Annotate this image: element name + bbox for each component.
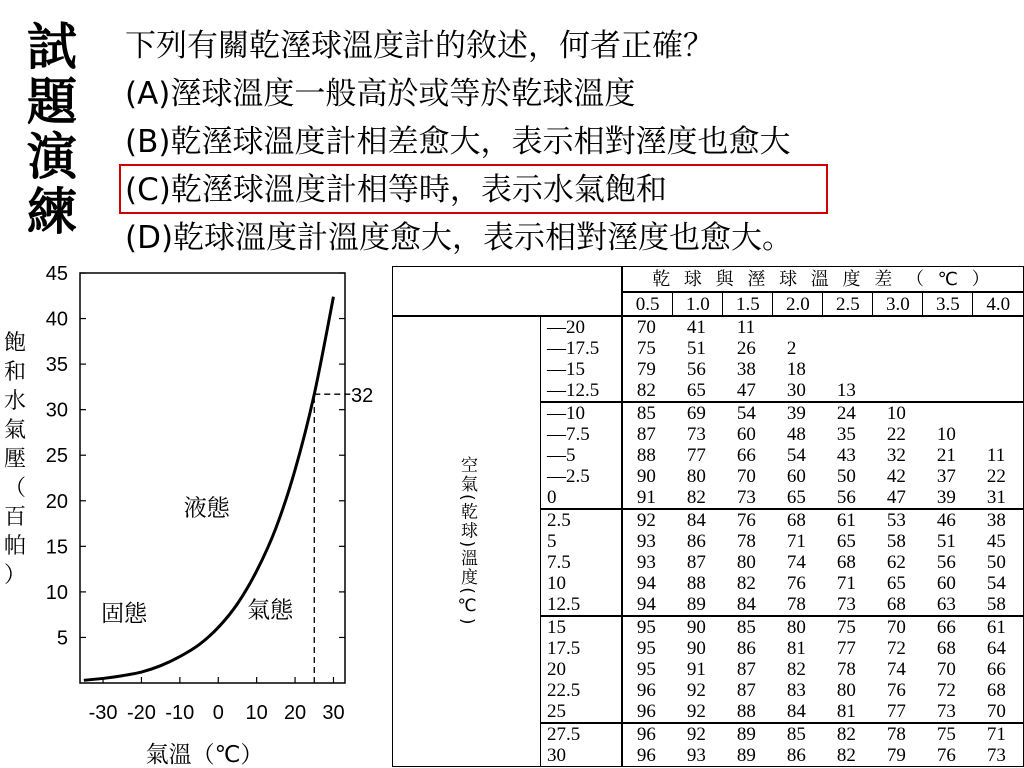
table-value-cell: 10 — [936, 424, 956, 445]
y-tick-label: 25 — [45, 445, 68, 468]
table-value-cell: 54 — [736, 403, 756, 424]
table-temp-cell: 22.5 — [541, 680, 622, 701]
table-temp-cell: —20 — [541, 316, 622, 338]
table-value-cell: 38 — [736, 359, 756, 380]
table-value-cell: 41 — [686, 317, 706, 338]
x-axis-title: 氣溫（℃） — [145, 741, 264, 767]
table-value-cell: 42 — [886, 466, 906, 487]
table-value-cell — [973, 424, 1024, 445]
table-value-cell: 74 — [886, 659, 906, 680]
table-value-cell: 22 — [973, 466, 1024, 487]
table-diff-header: 3.5 — [923, 292, 973, 316]
table-value-cell: 60 — [786, 466, 806, 487]
table-value-cell: 71 — [973, 723, 1024, 745]
table-diff-header: 0.5 — [622, 292, 673, 316]
table-value-cell: 91 — [622, 487, 673, 509]
table-value-cell: 54 — [973, 573, 1024, 594]
y-axis-title-char: 飽 — [3, 330, 27, 355]
table-value-cell: 75 — [836, 617, 856, 638]
table-value-cell: 62 — [886, 552, 906, 573]
table-value-cell: 64 — [973, 638, 1024, 659]
table-value-cell — [923, 359, 973, 380]
table-value-cell: 88 — [686, 573, 706, 594]
table-temp-cell: 7.5 — [541, 552, 622, 573]
table-value-cell: 89 — [673, 594, 723, 616]
table-value-cell: 10 — [886, 403, 906, 424]
side-title — [22, 20, 82, 240]
option-d[interactable]: (D)乾球溫度計溫度愈大，表示相對溼度也愈大。 — [125, 220, 794, 256]
x-tick-label: -30 — [88, 702, 118, 724]
table-temp-cell: 12.5 — [541, 594, 622, 616]
table-value-cell: 75 — [936, 724, 956, 745]
table-value-cell — [973, 316, 1024, 338]
table-value-cell: 31 — [973, 487, 1024, 509]
table-temp-cell: 10 — [541, 573, 622, 594]
table-value-cell: 84 — [723, 594, 773, 616]
table-value-cell: 32 — [886, 445, 906, 466]
table-value-cell — [823, 359, 873, 380]
table-value-cell: 58 — [973, 594, 1024, 616]
table-value-cell — [923, 338, 973, 359]
table-value-cell: 56 — [936, 552, 956, 573]
marker-value-label: 32 — [351, 385, 374, 408]
table-value-cell: 71 — [786, 531, 806, 552]
table-value-cell: 43 — [836, 445, 856, 466]
option-c[interactable]: (C)乾溼球溫度計相等時，表示水氣飽和 — [125, 172, 667, 208]
table-value-cell: 70 — [636, 317, 656, 338]
table-value-cell: 77 — [686, 445, 706, 466]
y-axis-title-char: 百 — [3, 504, 27, 529]
table-value-cell: 78 — [836, 659, 856, 680]
option-b[interactable]: (B)乾溼球溫度計相差愈大，表示相對溼度也愈大 — [125, 124, 791, 160]
table-value-cell: 11 — [736, 317, 756, 338]
table-value-cell: 81 — [786, 638, 806, 659]
table-value-cell: 77 — [836, 638, 856, 659]
table-value-cell: 65 — [773, 487, 823, 509]
table-value-cell — [773, 316, 823, 338]
table-value-cell: 74 — [786, 552, 806, 573]
table-value-cell: 68 — [786, 510, 806, 531]
table-value-cell: 84 — [686, 510, 706, 531]
table-value-cell: 93 — [673, 745, 723, 767]
table-temp-cell: —2.5 — [541, 466, 622, 487]
table-temp-cell: 25 — [541, 701, 622, 723]
table-temp-cell: 27.5 — [541, 723, 622, 745]
table-value-cell: 96 — [622, 701, 673, 723]
table-diff-header: 2.0 — [773, 292, 823, 316]
table-value-cell: 87 — [636, 424, 656, 445]
y-tick-label: 20 — [45, 490, 68, 513]
table-value-cell: 87 — [686, 552, 706, 573]
question-stem: 下列有關乾溼球溫度計的敘述，何者正確？ — [125, 28, 714, 64]
table-value-cell: 78 — [886, 724, 906, 745]
table-value-cell: 80 — [836, 680, 856, 701]
table-value-cell — [873, 359, 923, 380]
table-value-cell: 82 — [836, 724, 856, 745]
table-value-cell: 66 — [736, 445, 756, 466]
table-value-cell: 96 — [622, 745, 673, 767]
option-a[interactable]: (A)溼球溫度一般高於或等於乾球溫度 — [125, 76, 636, 112]
table-value-cell: 91 — [686, 659, 706, 680]
table-value-cell: 75 — [636, 338, 656, 359]
table-value-cell: 68 — [973, 680, 1024, 701]
table-value-cell: 77 — [873, 701, 923, 723]
table-value-cell: 83 — [786, 680, 806, 701]
x-tick-label: -10 — [165, 702, 195, 724]
table-value-cell: 82 — [673, 487, 723, 509]
table-value-cell: 90 — [686, 638, 706, 659]
table-value-cell: 84 — [773, 701, 823, 723]
side-title-char: 練 — [27, 183, 77, 241]
table-value-cell: 21 — [936, 445, 956, 466]
table-temp-cell: 20 — [541, 659, 622, 680]
question-block — [125, 22, 793, 262]
table-value-cell: 86 — [773, 745, 823, 767]
table-value-cell: 24 — [836, 403, 856, 424]
table-value-cell: 81 — [823, 701, 873, 723]
table-value-cell: 90 — [636, 466, 656, 487]
table-value-cell: 51 — [936, 531, 956, 552]
table-value-cell — [923, 380, 973, 402]
table-value-cell: 87 — [736, 680, 756, 701]
table-value-cell — [973, 380, 1024, 402]
table-value-cell: 92 — [686, 680, 706, 701]
table-temp-cell: —7.5 — [541, 424, 622, 445]
table-temp-cell: —5 — [541, 445, 622, 466]
table-value-cell: 46 — [936, 510, 956, 531]
table-value-cell: 68 — [936, 638, 956, 659]
table-value-cell: 85 — [786, 724, 806, 745]
table-value-cell: 70 — [973, 701, 1024, 723]
table-value-cell: 11 — [973, 445, 1024, 466]
table-value-cell: 39 — [923, 487, 973, 509]
y-axis-title-char: 壓 — [3, 446, 27, 471]
table-value-cell: 80 — [686, 466, 706, 487]
relative-humidity-table — [392, 266, 1024, 767]
table-value-cell: 73 — [973, 745, 1024, 767]
table-value-cell: 48 — [786, 424, 806, 445]
y-axis-title-char: 和 — [3, 359, 27, 384]
table-temp-cell: —12.5 — [541, 380, 622, 402]
table-value-cell: 95 — [636, 638, 656, 659]
y-axis-title-char: 氣 — [3, 417, 27, 442]
x-tick-label: 30 — [322, 702, 345, 724]
table-temp-cell: 17.5 — [541, 638, 622, 659]
side-title-char: 試 — [27, 18, 77, 76]
table-value-cell: 50 — [836, 466, 856, 487]
table-value-cell: 72 — [936, 680, 956, 701]
table-value-cell: 68 — [836, 552, 856, 573]
table-value-cell: 92 — [673, 701, 723, 723]
table-value-cell — [823, 338, 873, 359]
table-value-cell: 73 — [923, 701, 973, 723]
y-tick-label: 5 — [56, 627, 68, 650]
table-value-cell: 71 — [836, 573, 856, 594]
table-value-cell: 94 — [622, 594, 673, 616]
table-value-cell — [973, 338, 1024, 359]
table-value-cell: 78 — [773, 594, 823, 616]
table-value-cell: 76 — [923, 745, 973, 767]
table-value-cell — [873, 338, 923, 359]
table-value-cell: 89 — [723, 745, 773, 767]
table-value-cell: 93 — [636, 552, 656, 573]
table-value-cell: 45 — [973, 531, 1024, 552]
table-diff-header: 4.0 — [973, 292, 1024, 316]
table-value-cell: 80 — [736, 552, 756, 573]
table-temp-cell: 15 — [541, 616, 622, 638]
liquid-region-label: 液態 — [183, 494, 230, 521]
table-temp-cell: 30 — [541, 745, 622, 767]
marker-group — [314, 385, 373, 683]
table-value-cell: 87 — [736, 659, 756, 680]
table-value-cell: 76 — [786, 573, 806, 594]
table-value-cell: 79 — [636, 359, 656, 380]
table-value-cell — [923, 316, 973, 338]
table-value-cell: 76 — [736, 510, 756, 531]
table-value-cell: 2 — [786, 338, 797, 359]
side-title-char: 題 — [27, 73, 77, 131]
table-value-cell: 47 — [723, 380, 773, 402]
table-value-cell: 58 — [886, 531, 906, 552]
table-value-cell: 22 — [886, 424, 906, 445]
table-diff-header: 2.5 — [823, 292, 873, 316]
table-value-cell: 85 — [736, 617, 756, 638]
table-value-cell: 35 — [836, 424, 856, 445]
table-value-cell: 88 — [723, 701, 773, 723]
saturation-vapor-pressure-chart — [0, 260, 385, 768]
answer-highlight-box — [119, 164, 828, 214]
table-temp-cell: —17.5 — [541, 338, 622, 359]
table-value-cell: 60 — [936, 573, 956, 594]
table-row — [393, 316, 1024, 338]
table-value-cell: 51 — [686, 338, 706, 359]
table-value-cell: 82 — [786, 659, 806, 680]
table-value-cell: 94 — [636, 573, 656, 594]
y-tick-label: 15 — [45, 536, 68, 559]
table-value-cell: 61 — [836, 510, 856, 531]
table-value-cell: 65 — [836, 531, 856, 552]
table-value-cell: 82 — [622, 380, 673, 402]
table-value-cell: 61 — [973, 616, 1024, 638]
table-value-cell: 56 — [823, 487, 873, 509]
table-diff-header: 1.0 — [673, 292, 723, 316]
table-value-cell: 66 — [973, 659, 1024, 680]
table-value-cell: 56 — [686, 359, 706, 380]
table-value-cell: 66 — [936, 617, 956, 638]
table-value-cell: 65 — [673, 380, 723, 402]
solid-region-label: 固態 — [101, 600, 148, 627]
table-value-cell: 18 — [786, 359, 806, 380]
table-value-cell: 96 — [636, 724, 656, 745]
table-value-cell: 73 — [823, 594, 873, 616]
table-value-cell: 72 — [886, 638, 906, 659]
table-temp-cell: 5 — [541, 531, 622, 552]
y-tick-label: 10 — [45, 581, 68, 604]
table-value-cell: 26 — [736, 338, 756, 359]
table-value-cell: 30 — [773, 380, 823, 402]
y-axis-title-char: ） — [3, 562, 27, 587]
table-value-cell — [823, 316, 873, 338]
table-value-cell: 38 — [973, 509, 1024, 531]
table-header-title: 乾 球 與 溼 球 溫 度 差 （ ℃ ） — [622, 267, 1024, 293]
y-axis-title-char: 水 — [3, 388, 27, 413]
y-tick-label: 40 — [45, 308, 68, 331]
table-value-cell — [973, 359, 1024, 380]
table-side-label: 空氣(乾球)溫度(℃) — [393, 316, 541, 767]
table-temp-cell: —10 — [541, 402, 622, 424]
table-diff-header: 1.5 — [723, 292, 773, 316]
gas-region-label: 氣態 — [247, 596, 294, 623]
table-value-cell: 88 — [636, 445, 656, 466]
table-value-cell: 95 — [636, 659, 656, 680]
table-value-cell: 78 — [736, 531, 756, 552]
table-value-cell: 73 — [723, 487, 773, 509]
table-temp-cell: —15 — [541, 359, 622, 380]
table-value-cell: 65 — [886, 573, 906, 594]
table-value-cell: 37 — [936, 466, 956, 487]
table-temp-cell: 0 — [541, 487, 622, 509]
table-value-cell: 85 — [636, 403, 656, 424]
x-tick-label: 20 — [283, 702, 307, 724]
table-temp-cell: 2.5 — [541, 509, 622, 531]
table-value-cell: 96 — [636, 680, 656, 701]
y-tick-label: 30 — [45, 399, 68, 422]
table-value-cell: 73 — [686, 424, 706, 445]
x-tick-label: -20 — [126, 702, 156, 724]
table-value-cell: 92 — [636, 510, 656, 531]
table-value-cell: 80 — [786, 617, 806, 638]
table-value-cell: 50 — [973, 552, 1024, 573]
table-value-cell: 70 — [886, 617, 906, 638]
side-title-char: 演 — [27, 128, 77, 186]
table-value-cell: 69 — [686, 403, 706, 424]
y-axis-title-char: 帕 — [3, 533, 27, 558]
table-value-cell: 54 — [786, 445, 806, 466]
table-value-cell: 60 — [736, 424, 756, 445]
table-value-cell: 70 — [736, 466, 756, 487]
table-value-cell: 76 — [886, 680, 906, 701]
table-value-cell — [973, 402, 1024, 424]
table-value-cell: 82 — [823, 745, 873, 767]
table-value-cell: 82 — [736, 573, 756, 594]
table-diff-header: 3.0 — [873, 292, 923, 316]
x-tick-label: 10 — [245, 702, 268, 724]
x-tick-label: 0 — [212, 702, 224, 724]
table-value-cell — [873, 380, 923, 402]
table-value-cell: 95 — [636, 617, 656, 638]
table-value-cell: 53 — [886, 510, 906, 531]
table-value-cell: 79 — [873, 745, 923, 767]
y-axis-title-char: （ — [3, 475, 27, 500]
table-corner-cell — [393, 267, 622, 317]
table-value-cell — [923, 402, 973, 424]
table-value-cell: 63 — [923, 594, 973, 616]
y-tick-label: 35 — [45, 354, 68, 377]
table-value-cell: 47 — [873, 487, 923, 509]
table-value-cell: 90 — [686, 617, 706, 638]
table-value-cell: 70 — [936, 659, 956, 680]
table-value-cell: 39 — [786, 403, 806, 424]
table-value-cell — [873, 316, 923, 338]
table-value-cell: 13 — [823, 380, 873, 402]
table-value-cell: 86 — [686, 531, 706, 552]
table-value-cell: 89 — [736, 724, 756, 745]
table-value-cell: 93 — [636, 531, 656, 552]
y-tick-label: 45 — [45, 263, 68, 285]
table-value-cell: 92 — [686, 724, 706, 745]
table-value-cell: 68 — [873, 594, 923, 616]
table-value-cell: 86 — [736, 638, 756, 659]
table-header-row — [393, 267, 1024, 293]
